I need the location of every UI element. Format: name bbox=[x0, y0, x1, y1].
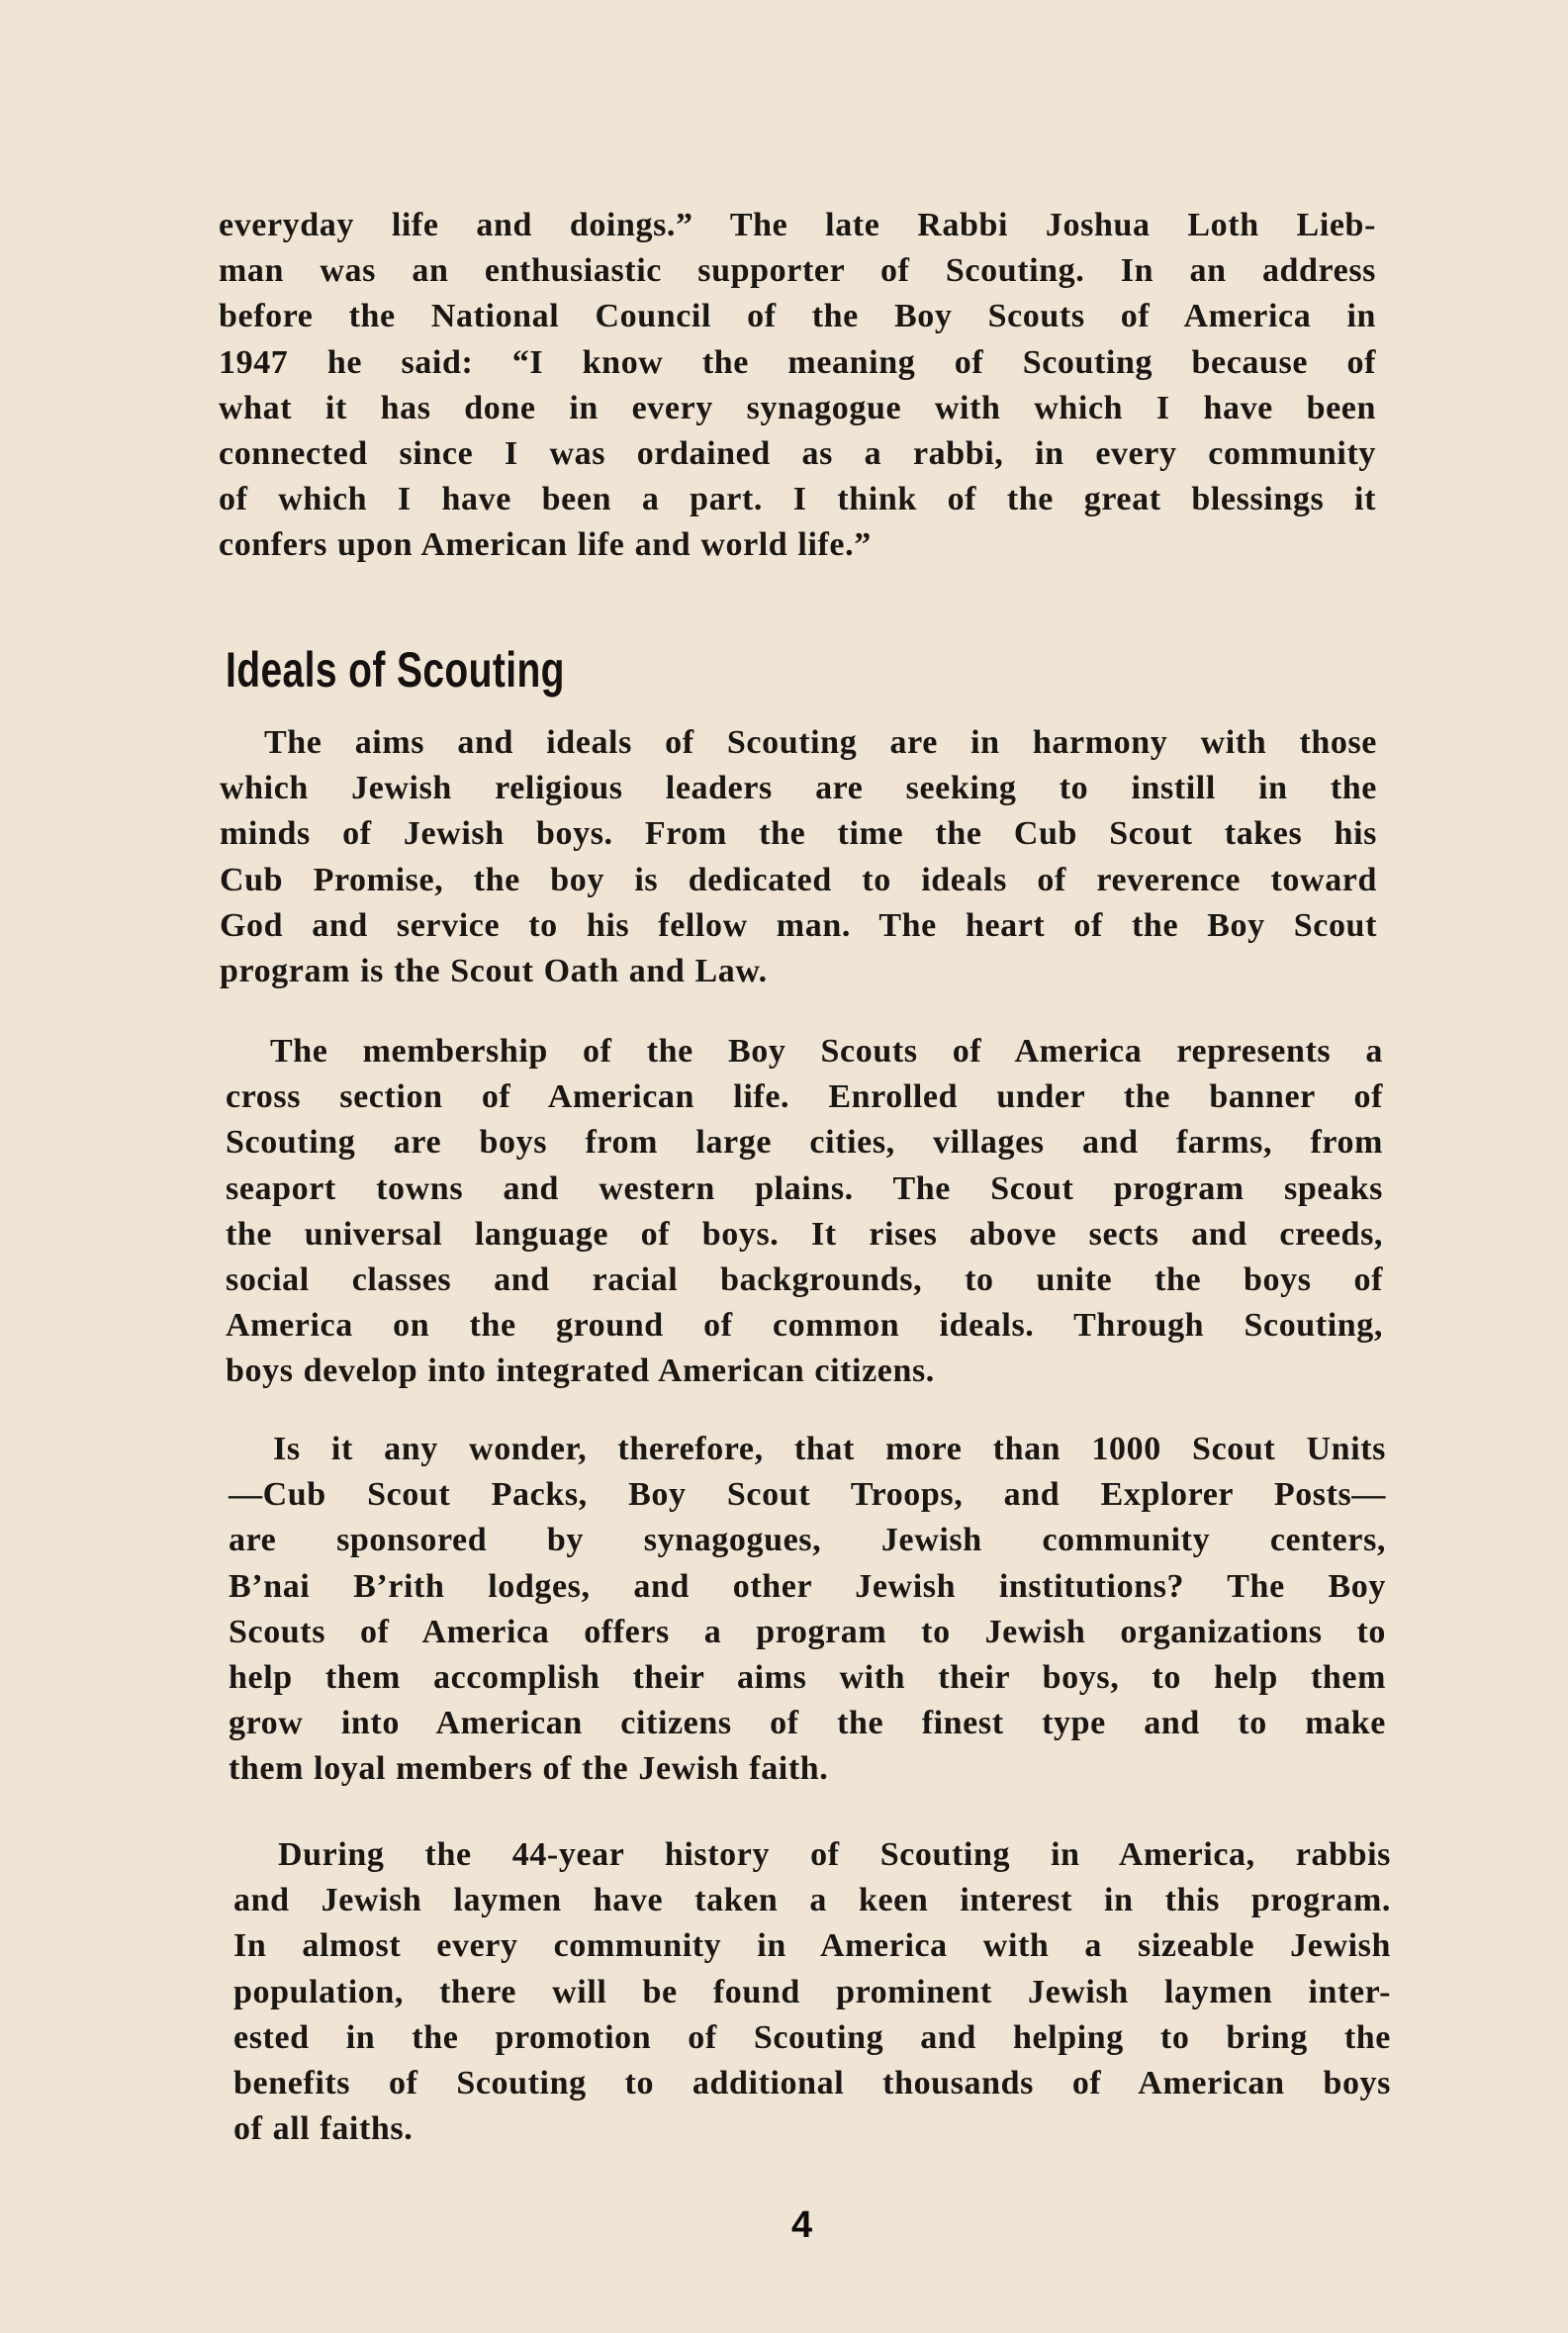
text-line: grow into American citizens of the finest type and to make bbox=[229, 1705, 1386, 1742]
text-line: population, there will be found prominent Jewish laymen inter- bbox=[233, 1973, 1391, 2010]
text-line: During the 44-year history of Scouting in America, rabbis bbox=[278, 1836, 1391, 1873]
text-line: what it has done in every synagogue with which I have been bbox=[219, 389, 1376, 426]
text-line: benefits of Scouting to additional thousands of American boys bbox=[233, 2065, 1391, 2102]
paragraph-aims-and-ideals bbox=[220, 720, 1377, 994]
text-line: The membership of the Boy Scouts of America represents a bbox=[270, 1033, 1383, 1070]
text-line: ested in the promotion of Scouting and helping to bring the bbox=[233, 2018, 1391, 2056]
text-line: connected since I was ordained as a rabbi, in every community bbox=[219, 435, 1376, 473]
text-line: Scouting are boys from large cities, villages and farms, from bbox=[226, 1124, 1383, 1162]
text-line: cross section of American life. Enrolled under the banner of bbox=[226, 1078, 1383, 1116]
text-line: In almost every community in America with a sizeable Jewish bbox=[233, 1927, 1391, 1965]
text-line: everyday life and doings.” The late Rabbi Joshua Loth Lieb- bbox=[219, 207, 1376, 243]
text-line: Is it any wonder, therefore, that more than 1000 Scout Units bbox=[273, 1431, 1386, 1467]
text-line: of all faiths. bbox=[233, 2110, 414, 2148]
text-line: before the National Council of the Boy Scouts of America in bbox=[219, 298, 1376, 335]
text-line: confers upon American life and world life.” bbox=[219, 526, 872, 564]
text-line: and Jewish laymen have taken a keen interest in this program. bbox=[233, 1882, 1391, 1919]
text-line: minds of Jewish boys. From the time the Cub Scout takes his bbox=[220, 815, 1377, 853]
text-line: Cub Promise, the boy is dedicated to ideals of reverence toward bbox=[220, 861, 1377, 898]
text-line: boys develop into integrated American citizens. bbox=[226, 1353, 935, 1390]
paragraph-scout-units bbox=[229, 1427, 1386, 1793]
text-line: The aims and ideals of Scouting are in harmony with those bbox=[264, 724, 1377, 761]
text-line: are sponsored by synagogues, Jewish community centers, bbox=[229, 1522, 1386, 1559]
section-heading: Ideals of Scouting bbox=[226, 642, 565, 698]
paragraph-history bbox=[233, 1832, 1391, 2152]
text-line: Scouts of America offers a program to Jewish organizations to bbox=[229, 1613, 1386, 1650]
text-line: America on the ground of common ideals. Through Scouting, bbox=[226, 1307, 1383, 1345]
text-line: God and service to his fellow man. The heart of the Boy Scout bbox=[220, 906, 1377, 944]
text-line: man was an enthusiastic supporter of Scouting. In an address bbox=[219, 252, 1376, 290]
text-line: 1947 he said: “I know the meaning of Scouting because of bbox=[219, 343, 1376, 381]
text-line: the universal language of boys. It rises above sects and creeds, bbox=[226, 1215, 1383, 1253]
text-line: of which I have been a part. I think of the great blessings it bbox=[219, 481, 1376, 518]
paragraph-liebman-quote bbox=[219, 203, 1376, 569]
text-line: B’nai B’rith lodges, and other Jewish institutions? The Boy bbox=[229, 1567, 1386, 1605]
text-line: —Cub Scout Packs, Boy Scout Troops, and Explorer Posts— bbox=[229, 1476, 1386, 1514]
text-line: which Jewish religious leaders are seeking to instill in the bbox=[220, 770, 1377, 807]
text-line: program is the Scout Oath and Law. bbox=[220, 953, 768, 990]
text-line: social classes and racial backgrounds, to unite the boys of bbox=[226, 1261, 1383, 1299]
page-number: 4 bbox=[791, 2204, 813, 2246]
paragraph-membership bbox=[226, 1029, 1383, 1395]
text-line: help them accomplish their aims with their boys, to help them bbox=[229, 1659, 1386, 1697]
text-line: seaport towns and western plains. The Scout program speaks bbox=[226, 1169, 1383, 1207]
text-line: them loyal members of the Jewish faith. bbox=[229, 1750, 829, 1788]
